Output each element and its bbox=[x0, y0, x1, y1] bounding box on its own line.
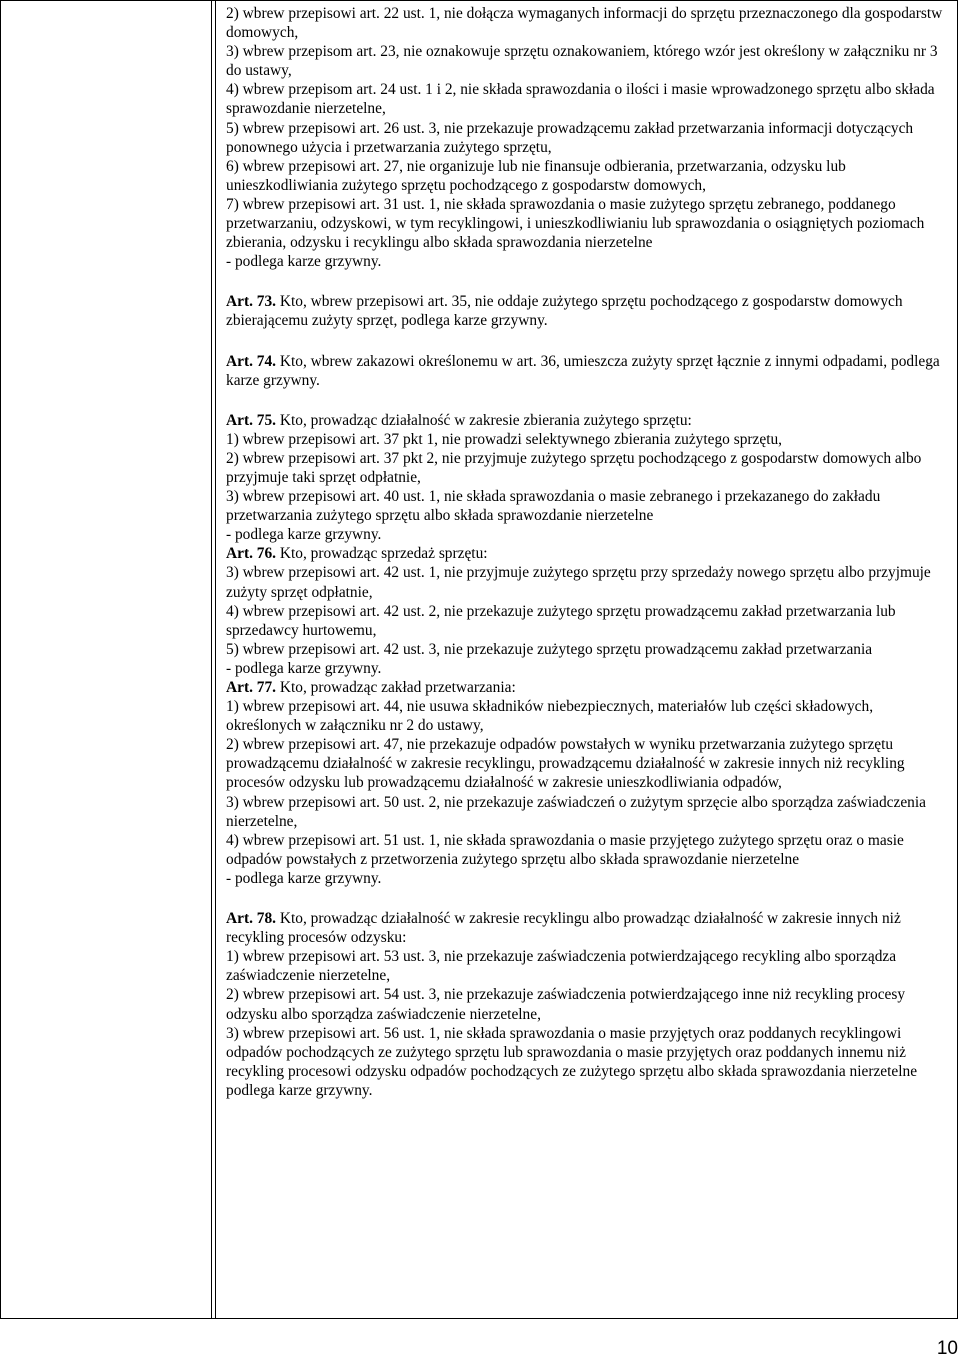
penalty-line: podlega karze grzywny. bbox=[226, 1081, 373, 1099]
list-item: 6) wbrew przepisowi art. 27, nie organizuje lub nie finansuje odbierania, przetwarzania, odzysku lub unieszkodliwiania zużytego sprzętu pochodzącego z gospodarstw domowych, bbox=[226, 157, 846, 194]
article-number: Art. 78. bbox=[226, 910, 277, 928]
article-76 bbox=[226, 544, 952, 563]
page-number: 10 bbox=[936, 1338, 958, 1359]
article-73 bbox=[226, 292, 952, 330]
article-text: Kto, prowadząc sprzedaż sprzętu: bbox=[276, 545, 488, 563]
article-74 bbox=[226, 352, 952, 390]
article-75 bbox=[226, 411, 952, 430]
list-item: 3) wbrew przepisowi art. 50 ust. 2, nie przekazuje zaświadczeń o zużytym sprzęcie albo sporządza zaświadczenia nierzetelne, bbox=[226, 793, 926, 830]
list-item: 7) wbrew przepisowi art. 31 ust. 1, nie składa sprawozdania o masie zużytego sprzętu zebranego, poddanego przetwarzaniu, odzyskowi, w tym recyklingowi, i unieszkodliwianiu lub sprawozdania o osiągniętych poziomach zbierania, odzysku i recyklingu albo składa sprawozdania nierzetelne bbox=[226, 195, 925, 252]
article-number: Art. 75. bbox=[226, 411, 277, 429]
article-77 bbox=[226, 678, 952, 697]
list-item: 4) wbrew przepisowi art. 42 ust. 2, nie przekazuje zużytego sprzętu prowadzącemu zakład przetwarzania lub sprzedawcy hurtowemu, bbox=[226, 602, 896, 639]
penalty-line: - podlega karze grzywny. bbox=[226, 869, 382, 887]
list-item: 4) wbrew przepisowi art. 51 ust. 1, nie składa sprawozdania o masie przyjętego zużytego sprzętu oraz o masie odpadów powstałych z przetworzenia zużytego sprzętu albo składa sprawozdanie nierzetelne bbox=[226, 831, 904, 868]
article-number: Art. 73. bbox=[226, 293, 277, 311]
article-78 bbox=[226, 909, 952, 947]
list-item: 2) wbrew przepisowi art. 54 ust. 3, nie przekazuje zaświadczenia potwierdzającego inne niż recykling procesy odzysku albo sporządza zaświadczenie nierzetelne, bbox=[226, 986, 906, 1023]
article-number: Art. 77. bbox=[226, 679, 277, 696]
penalty-line: - podlega karze grzywny. bbox=[226, 253, 382, 271]
list-item: 5) wbrew przepisowi art. 42 ust. 3, nie przekazuje zużytego sprzętu prowadzącemu zakład przetwarzania bbox=[226, 640, 873, 658]
list-item: 3) wbrew przepisowi art. 40 ust. 1, nie składa sprawozdania o masie zebranego i przekazanego do zakładu przetwarzania zużytego sprzętu albo składa sprawozdanie nierzetelne bbox=[226, 488, 881, 525]
article-text: Kto, prowadząc działalność w zakresie recyklingu albo prowadząc działalność w zakresie innych niż recykling procesów odzysku: bbox=[226, 910, 901, 947]
list-item: 3) wbrew przepisowi art. 56 ust. 1, nie składa sprawozdania o masie przyjętych oraz poddanych recyklingowi odpadów pochodzących ze zużytego sprzętu lub sprawozdania o masie przyjętych oraz poddanych innemu niż recykling procesowi odzysku odpadów pochodzących ze zużytego sprzętu albo składa sprawozdania nierzetelne bbox=[226, 1024, 918, 1080]
list-item: 4) wbrew przepisom art. 24 ust. 1 i 2, nie składa sprawozdania o ilości i masie wprowadzonego sprzętu albo składa sprawozdanie nierzetelne, bbox=[226, 81, 935, 118]
article-number: Art. 74. bbox=[226, 352, 277, 370]
list-item: 1) wbrew przepisowi art. 53 ust. 3, nie przekazuje zaświadczenia potwierdzającego recykling albo sporządza zaświadczenie nierzetelne, bbox=[226, 948, 897, 985]
column-divider bbox=[211, 0, 212, 1319]
list-item: 3) wbrew przepisowi art. 42 ust. 1, nie przyjmuje zużytego sprzętu przy sprzedaży nowego sprzętu albo przyjmuje zużyty sprzęt odpłatnie, bbox=[226, 564, 931, 601]
penalty-line: - podlega karze grzywny. bbox=[226, 526, 382, 544]
article-text: Kto, wbrew zakazowi określonemu w art. 36, umieszcza zużyty sprzęt łącznie z innymi odpadami, podlega karze grzywny. bbox=[226, 352, 940, 389]
article-text: Kto, prowadząc działalność w zakresie zbierania zużytego sprzętu: bbox=[276, 411, 692, 429]
penalty-line: - podlega karze grzywny. bbox=[226, 659, 382, 677]
list-item: 3) wbrew przepisom art. 23, nie oznakowuje sprzętu oznakowaniem, którego wzór jest określony w załączniku nr 3 do ustawy, bbox=[226, 43, 938, 80]
list-item: 2) wbrew przepisowi art. 47, nie przekazuje odpadów powstałych w wyniku przetwarzania zużytego sprzętu prowadzącemu działalność w zakresie recyklingu, prowadzącemu działalność w zakresie innych niż recykling procesów odzysku lub prowadzącemu działalność w zakresie unieszkodliwiania odpadów, bbox=[226, 736, 905, 792]
intro-list bbox=[226, 4, 952, 271]
list-item: 1) wbrew przepisowi art. 44, nie usuwa składników niebezpiecznych, materiałów lub części składowych, określonych w załączniku nr 2 do ustawy, bbox=[226, 698, 874, 735]
list-item: 2) wbrew przepisowi art. 37 pkt 2, nie przyjmuje zużytego sprzętu pochodzącego z gospodarstw domowych albo przyjmuje taki sprzęt odpłatnie, bbox=[226, 449, 922, 486]
list-item: 5) wbrew przepisowi art. 26 ust. 3, nie przekazuje prowadzącemu zakład przetwarzania informacji dotyczących ponownego użycia i przetwarzania zużytego sprzętu, bbox=[226, 119, 914, 156]
list-item: 1) wbrew przepisowi art. 37 pkt 1, nie prowadzi selektywnego zbierania zużytego sprzętu, bbox=[226, 430, 783, 448]
list-item: 2) wbrew przepisowi art. 22 ust. 1, nie dołącza wymaganych informacji do sprzętu przeznaczonego dla gospodarstw domowych, bbox=[226, 5, 943, 42]
left-column bbox=[0, 0, 216, 1319]
article-text: Kto, prowadząc zakład przetwarzania: bbox=[276, 679, 516, 696]
article-number: Art. 76. bbox=[226, 545, 277, 563]
document-body bbox=[226, 4, 952, 1100]
article-text: Kto, wbrew przepisowi art. 35, nie oddaje zużytego sprzętu pochodzącego z gospodarstw domowych zbierającemu zużyty sprzęt, podlega karze grzywny. bbox=[226, 293, 903, 330]
